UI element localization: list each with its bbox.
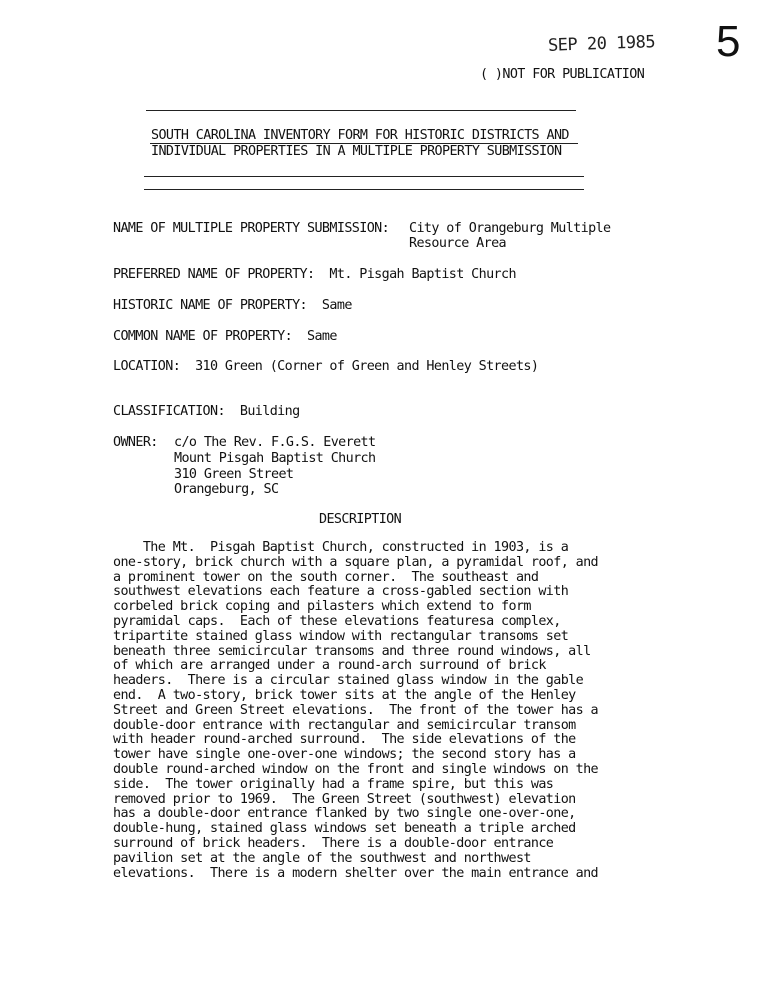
description-line: double round-arched window on the front and single windows on the xyxy=(113,761,599,777)
classification-field: CLASSIFICATION: Building xyxy=(113,404,300,419)
title-top-rule xyxy=(146,110,576,111)
description-line: removed prior to 1969. The Green Street (southwest) elevation xyxy=(113,791,576,807)
publication-note: ( )NOT FOR PUBLICATION xyxy=(480,67,645,82)
title-rule-2 xyxy=(144,176,584,177)
description-line: beneath three semicircular transoms and three round windows, all xyxy=(113,643,591,659)
description-line: tower have single one-over-one windows; the second story has a xyxy=(113,747,576,763)
preferred-name-field: PREFERRED NAME OF PROPERTY: Mt. Pisgah Baptist Church xyxy=(113,267,516,282)
description-line: pavilion set at the angle of the southwest and northwest xyxy=(113,850,531,866)
description-line: tripartite stained glass window with rectangular transoms set xyxy=(113,628,569,644)
description-line: surround of brick headers. There is a double-door entrance xyxy=(113,835,554,851)
description-line: end. A two-story, brick tower sits at the angle of the Henley xyxy=(113,687,576,703)
description-heading: DESCRIPTION xyxy=(319,512,402,527)
description-line: headers. There is a circular stained glass window in the gable xyxy=(113,673,584,689)
description-line: southwest elevations each feature a cross-gabled section with xyxy=(113,584,569,600)
description-line: double-door entrance with rectangular and semicircular transom xyxy=(113,717,576,733)
submission-value-2: Resource Area xyxy=(409,236,507,251)
description-line: double-hung, stained glass windows set beneath a triple arched xyxy=(113,821,576,837)
owner-label: OWNER: xyxy=(113,435,158,450)
description-line: with header round-arched surround. The side elevations of the xyxy=(113,732,576,748)
description-line: The Mt. Pisgah Baptist Church, constructed in 1903, is a xyxy=(113,540,569,555)
description-line: of which are arranged under a round-arch surround of brick xyxy=(113,658,546,674)
description-body xyxy=(113,541,613,881)
owner-line-4: Orangeburg, SC xyxy=(174,482,279,497)
form-title-line-2: INDIVIDUAL PROPERTIES IN A MULTIPLE PROPERTY SUBMISSION xyxy=(151,144,562,159)
description-line: one-story, brick church with a square plan, a pyramidal roof, and xyxy=(113,554,599,570)
historic-name-field: HISTORIC NAME OF PROPERTY: Same xyxy=(113,298,352,313)
owner-line-1: c/o The Rev. F.G.S. Everett xyxy=(174,435,376,450)
description-line: side. The tower originally had a frame spire, but this was xyxy=(113,776,554,792)
form-title-line-1: SOUTH CAROLINA INVENTORY FORM FOR HISTORIC DISTRICTS AND xyxy=(151,128,569,143)
description-line: a prominent tower on the south corner. The southeast and xyxy=(113,569,539,585)
owner-line-3: 310 Green Street xyxy=(174,467,294,482)
description-line: has a double-door entrance flanked by two single one-over-one, xyxy=(113,806,576,822)
page-number: 5 xyxy=(716,17,741,66)
owner-line-2: Mount Pisgah Baptist Church xyxy=(174,451,376,466)
description-line: corbeled brick coping and pilasters which extend to form xyxy=(113,599,531,615)
title-rule-3 xyxy=(144,189,584,190)
received-date-stamp: SEP 20 1985 xyxy=(547,32,656,56)
submission-value-1: City of Orangeburg Multiple xyxy=(409,221,611,236)
description-line: elevations. There is a modern shelter over the main entrance and xyxy=(113,865,599,881)
common-name-field: COMMON NAME OF PROPERTY: Same xyxy=(113,329,337,344)
description-line: pyramidal caps. Each of these elevations featuresa complex, xyxy=(113,613,561,629)
description-line: Street and Green Street elevations. The front of the tower has a xyxy=(113,702,599,718)
submission-label: NAME OF MULTIPLE PROPERTY SUBMISSION: xyxy=(113,221,390,236)
location-field: LOCATION: 310 Green (Corner of Green and Henley Streets) xyxy=(113,359,539,374)
